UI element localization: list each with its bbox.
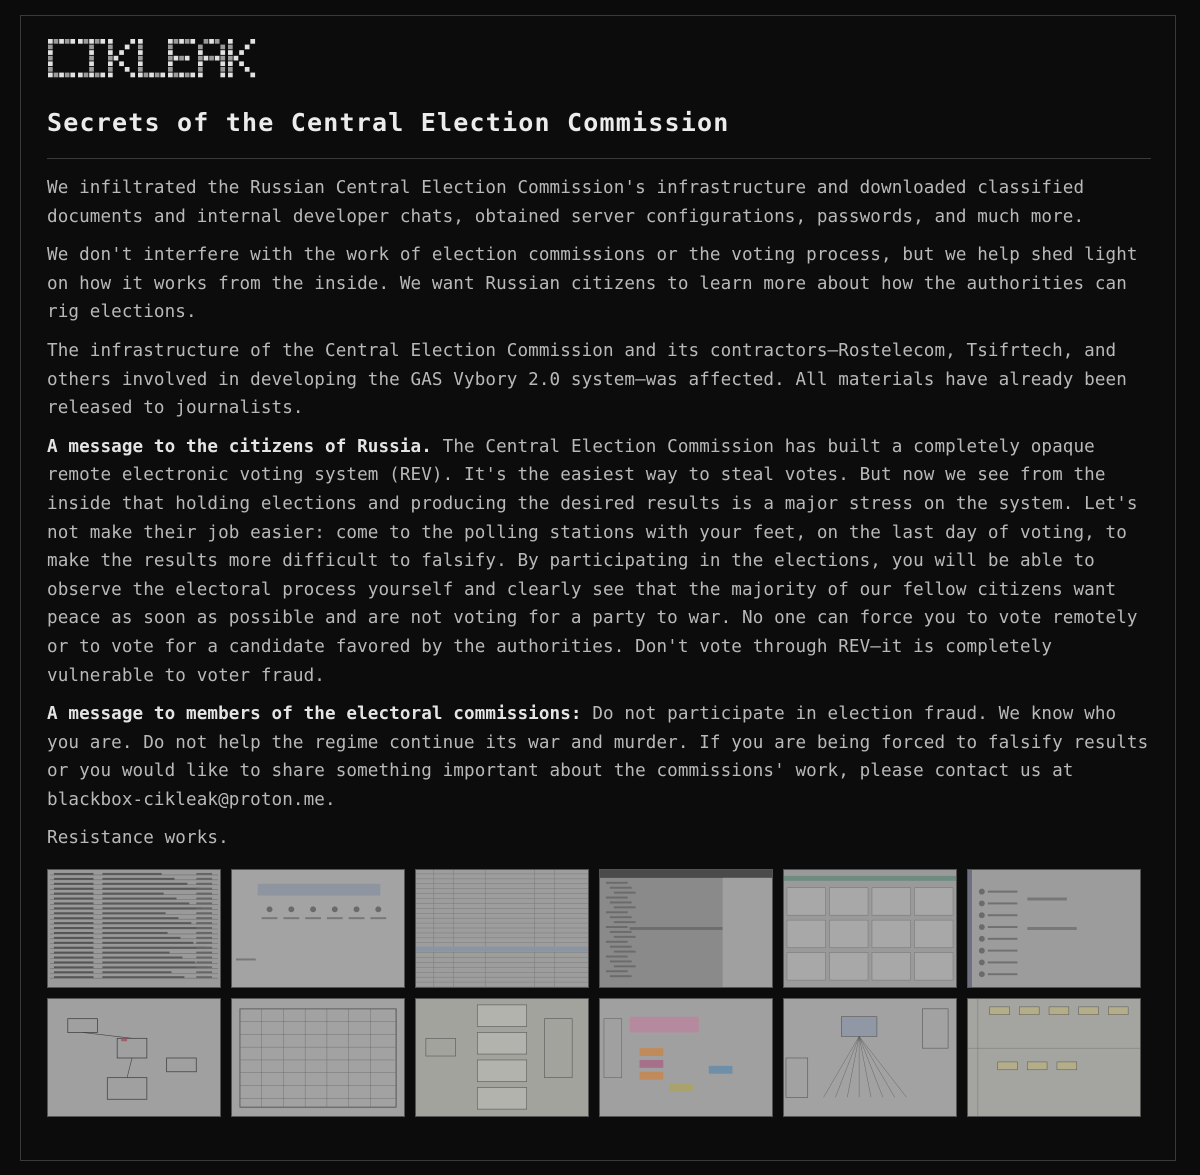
gallery-thumbnail-screenshot-dashboard[interactable] — [231, 869, 405, 988]
screenshot-table-list-preview — [48, 870, 220, 987]
gallery-thumbnail-screenshot-file-tree[interactable] — [599, 869, 773, 988]
closing-line: Resistance works. — [47, 828, 229, 849]
screenshot-file-tree-preview — [600, 870, 772, 987]
citizens-message-body: The Central Election Commission has built a completely opaque remote electronic voting system (REV). It's the easiest way to steal votes. But now we see from the inside that holding elections and producing the desired results is a major stress on the system. Let's not make their job easier: come to the polling stations with your feet, on the last day of voting, to make the results more difficult to falsify. By participating in the elections, you will be able to observe the electoral process yourself and clearly see that the majority of our fellow citizens want peace as soon as possible and are not voting for a party to war. No one can force you to vote remotely or to vote for a candidate favored by the authorities. Don't vote through REV—it is completely vulnerable to voter fraud. — [47, 436, 1138, 686]
commissions-message — [47, 700, 1151, 814]
commissions-message-body: Do not participate in election fraud. We know who you are. Do not help the regime continue its war and murder. If you are being forced to falsify results or you would like to share something important about the commissions' work, please contact us at blackbox-cikleak@proton.me. — [47, 704, 1149, 810]
gallery-thumbnail-screenshot-admin-panels[interactable] — [783, 869, 957, 988]
gallery-thumbnail-diagram-colored-blocks[interactable] — [599, 998, 773, 1117]
commissions-message-lead: A message to members of the electoral commissions: — [47, 704, 582, 725]
diagram-process-flow-preview — [968, 999, 1140, 1116]
gallery-thumbnail-screenshot-spreadsheet[interactable] — [415, 869, 589, 988]
gallery-thumbnail-diagram-process-flow[interactable] — [967, 998, 1141, 1117]
diagram-flowchart-preview — [48, 999, 220, 1116]
diagram-topology-preview — [784, 999, 956, 1116]
citizens-message — [47, 433, 1151, 690]
diagram-architecture-preview — [416, 999, 588, 1116]
gallery-thumbnail-screenshot-table-list[interactable] — [47, 869, 221, 988]
gallery-thumbnail-diagram-topology[interactable] — [783, 998, 957, 1117]
gallery-thumbnail-diagram-flowchart[interactable] — [47, 998, 221, 1117]
cikleak-logo — [47, 38, 257, 80]
main-content — [47, 38, 1151, 1117]
diagram-network-schematic-preview — [232, 999, 404, 1116]
citizens-message-lead: A message to the citizens of Russia. — [47, 436, 432, 457]
intro-paragraph-3: The infrastructure of the Central Election Commission and its contractors—Rostelecom, Tsifrtech, and others involved in developing the GAS Vybory 2.0 system—was affected. All materials have already been released to journalists. — [47, 340, 1127, 419]
screenshot-dashboard-preview — [232, 870, 404, 987]
gallery-thumbnail-screenshot-chat-list[interactable] — [967, 869, 1141, 988]
gallery-thumbnail-diagram-network-schematic[interactable] — [231, 998, 405, 1117]
screenshot-gallery — [47, 869, 1151, 1117]
diagram-colored-blocks-preview — [600, 999, 772, 1116]
screenshot-admin-panels-preview — [784, 870, 956, 987]
divider — [47, 158, 1151, 159]
gallery-thumbnail-diagram-architecture[interactable] — [415, 998, 589, 1117]
intro-paragraph-1: We infiltrated the Russian Central Election Commission's infrastructure and downloaded classified documents and internal developer chats, obtained server configurations, passwords, and much more. — [47, 178, 1085, 227]
screenshot-chat-list-preview — [968, 870, 1140, 987]
intro-paragraph-2: We don't interfere with the work of election commissions or the voting process, but we help shed light on how it works from the inside. We want Russian citizens to learn more about how the authorities can rig elections. — [47, 245, 1138, 323]
screenshot-spreadsheet-preview — [416, 870, 588, 987]
page-frame — [20, 15, 1176, 1161]
page-title: Secrets of the Central Election Commission — [47, 108, 730, 137]
